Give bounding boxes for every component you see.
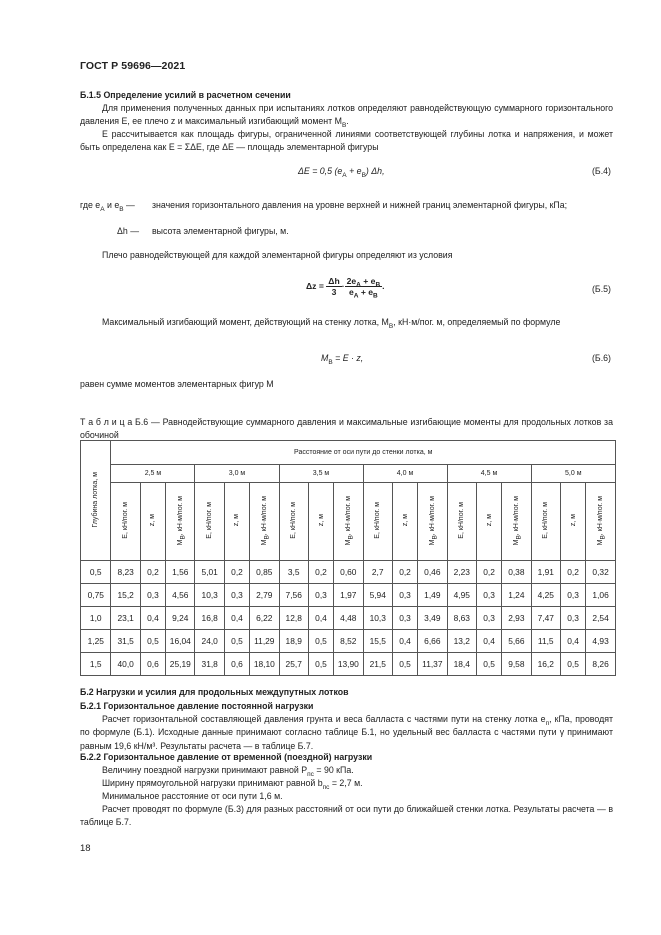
table-row bbox=[81, 561, 616, 584]
where-text: где e bbox=[80, 200, 101, 210]
table-cell: 5,66 bbox=[502, 630, 531, 653]
table-cell: 0,4 bbox=[224, 607, 249, 630]
fraction-numerator: Δh bbox=[328, 276, 340, 286]
column-header-z bbox=[308, 483, 333, 561]
table-cell: 4,25 bbox=[531, 584, 560, 607]
table-cell: 25,7 bbox=[279, 653, 308, 676]
column-header-part: , кН·м/пог. м bbox=[176, 495, 184, 535]
column-header-m bbox=[166, 483, 195, 561]
subscript: B bbox=[373, 292, 378, 300]
table-cell: 1,97 bbox=[334, 584, 363, 607]
table-cell: 31,8 bbox=[195, 653, 224, 676]
table-cell: 0,6 bbox=[140, 653, 165, 676]
table-cell: 0,3 bbox=[308, 584, 333, 607]
table-row bbox=[81, 584, 616, 607]
column-header-part: M bbox=[176, 539, 184, 546]
table-cell: 0,5 bbox=[308, 630, 333, 653]
column-header-text bbox=[512, 495, 523, 546]
subscript: пс bbox=[322, 783, 330, 791]
table-b6 bbox=[80, 440, 616, 676]
table-cell: 18,10 bbox=[250, 653, 279, 676]
fraction-numerator bbox=[345, 276, 383, 287]
table-cell: 0,3 bbox=[560, 607, 585, 630]
table-cell: 4,93 bbox=[586, 630, 616, 653]
formula-part: Δz = bbox=[306, 280, 327, 291]
formula-part: ΔE = 0,5 (e bbox=[298, 166, 343, 176]
paragraph-text: , кН·м/пог. м, определяемый по формуле bbox=[393, 317, 561, 327]
section-b2-title: Б.2 Нагрузки и усилия для продольных междупутных лотков bbox=[80, 687, 349, 697]
table-header-row-2 bbox=[81, 465, 616, 483]
table-cell: 4,56 bbox=[166, 584, 195, 607]
paragraph-text: . bbox=[346, 116, 349, 127]
table-cell: 0,2 bbox=[308, 561, 333, 584]
table-cell: 0,4 bbox=[140, 607, 165, 630]
section-b15-paragraph-2: E рассчитывается как площадь фигуры, ограниченной линиями соответствующей глубины лотка и напряжения, и может быть определена как E = ΣΔE, где ΔE — площадь элементарной фигуры bbox=[80, 129, 613, 153]
depth-header-cell bbox=[81, 441, 111, 561]
distance-group-header: 4,0 м bbox=[363, 465, 447, 483]
table-cell: 5,94 bbox=[363, 584, 392, 607]
table-cell: 2,54 bbox=[586, 607, 616, 630]
section-b15-paragraph-1 bbox=[80, 102, 613, 129]
formula-part: . bbox=[382, 280, 385, 291]
depth-cell: 1,5 bbox=[81, 653, 111, 676]
column-header-m bbox=[586, 483, 616, 561]
distance-header: Расстояние от оси пути до стенки лотка, м bbox=[111, 441, 616, 465]
column-header-text: z, м bbox=[149, 514, 157, 527]
table-cell: 4,48 bbox=[334, 607, 363, 630]
table-cell: 13,2 bbox=[447, 630, 476, 653]
column-header-m bbox=[418, 483, 447, 561]
formula-b4 bbox=[298, 166, 385, 179]
table-cell: 15,2 bbox=[111, 584, 140, 607]
subscript: B bbox=[361, 171, 366, 179]
subscript: B bbox=[347, 535, 355, 540]
depth-cell: 1,25 bbox=[81, 630, 111, 653]
column-header-text: E, кН/пог. м bbox=[374, 502, 382, 539]
column-header-part: M bbox=[260, 539, 268, 546]
column-header-text: E, кН/пог. м bbox=[122, 502, 130, 539]
paragraph-text: Максимальный изгибающий момент, действующий на стенку лотка, M bbox=[102, 317, 389, 327]
column-header-text: z, м bbox=[401, 514, 409, 527]
table-cell: 2,7 bbox=[363, 561, 392, 584]
formula-part: ) Δh, bbox=[365, 166, 385, 176]
table-cell: 25,19 bbox=[166, 653, 195, 676]
column-header-e bbox=[279, 483, 308, 561]
where-definition-2: высота элементарной фигуры, м. bbox=[152, 226, 289, 236]
subscript: B bbox=[119, 205, 124, 213]
depth-cell: 0,75 bbox=[81, 584, 111, 607]
caption-text: Б.6 — Равнодействующие суммарного давления и максимальные изгибающие моменты для продольных лотков за обочиной bbox=[80, 417, 613, 441]
table-cell: 0,5 bbox=[224, 630, 249, 653]
table-cell: 11,37 bbox=[418, 653, 447, 676]
table-cell: 16,04 bbox=[166, 630, 195, 653]
paragraph-text: Для применения полученных данных при испытаниях лотков определяют равнодействующую суммарного горизонтального давления E, ее плечо z и максимальный изгибающий момент M bbox=[80, 103, 613, 127]
column-header-z bbox=[140, 483, 165, 561]
subscript: B bbox=[341, 122, 347, 130]
table-cell: 2,23 bbox=[447, 561, 476, 584]
paragraph-text: = 2,7 м. bbox=[329, 778, 363, 788]
column-header-text bbox=[260, 495, 271, 546]
subscript: B bbox=[431, 535, 439, 540]
fraction-denominator: 3 bbox=[331, 287, 337, 297]
equation-number-b6: (Б.6) bbox=[592, 353, 611, 363]
column-header-text: E, кН/пог. м bbox=[542, 502, 550, 539]
subscript: A bbox=[353, 292, 359, 300]
formula-part: 2e bbox=[346, 276, 357, 286]
depth-cell: 0,5 bbox=[81, 561, 111, 584]
table-cell: 0,46 bbox=[418, 561, 447, 584]
distance-group-header: 3,5 м bbox=[279, 465, 363, 483]
subscript: пс bbox=[307, 770, 314, 778]
subscript: A bbox=[100, 205, 105, 213]
table-cell: 0,3 bbox=[560, 584, 585, 607]
table-cell: 11,5 bbox=[531, 630, 560, 653]
table-cell: 23,1 bbox=[111, 607, 140, 630]
column-header-text bbox=[428, 495, 439, 546]
table-cell: 0,3 bbox=[476, 584, 501, 607]
table-cell: 0,3 bbox=[392, 584, 417, 607]
subscript: п bbox=[545, 719, 550, 727]
column-header-part: M bbox=[344, 539, 352, 546]
where-label-1 bbox=[80, 199, 135, 212]
distance-group-header: 4,5 м bbox=[447, 465, 531, 483]
column-header-m bbox=[334, 483, 363, 561]
subscript: B bbox=[388, 322, 394, 330]
table-cell: 0,4 bbox=[392, 630, 417, 653]
table-cell: 0,2 bbox=[392, 561, 417, 584]
formula-part: M bbox=[321, 353, 329, 363]
section-b15-paragraph-3: Плечо равнодействующей для каждой элементарной фигуры определяют из условия bbox=[102, 250, 453, 260]
table-cell: 1,91 bbox=[531, 561, 560, 584]
table-cell: 15,5 bbox=[363, 630, 392, 653]
subscript: B bbox=[599, 535, 607, 540]
distance-group-header: 2,5 м bbox=[111, 465, 195, 483]
section-b21-paragraph bbox=[80, 713, 613, 753]
table-cell: 0,5 bbox=[308, 653, 333, 676]
table-cell: 8,23 bbox=[111, 561, 140, 584]
table-cell: 0,85 bbox=[250, 561, 279, 584]
table-cell: 4,95 bbox=[447, 584, 476, 607]
table-cell: 0,5 bbox=[560, 653, 585, 676]
table-cell: 13,90 bbox=[334, 653, 363, 676]
table-cell: 1,24 bbox=[502, 584, 531, 607]
column-header-text bbox=[597, 495, 607, 546]
table-cell: 9,58 bbox=[502, 653, 531, 676]
table-cell: 0,4 bbox=[560, 630, 585, 653]
where-text: — bbox=[123, 200, 135, 210]
column-header-text: z, м bbox=[569, 514, 577, 527]
table-row bbox=[81, 607, 616, 630]
table-cell: 40,0 bbox=[111, 653, 140, 676]
column-header-e bbox=[447, 483, 476, 561]
table-cell: 3,5 bbox=[279, 561, 308, 584]
formula-part: + e bbox=[358, 287, 374, 297]
paragraph-text: Величину поездной нагрузки принимают равной P bbox=[102, 765, 308, 775]
formula-part: = E · z, bbox=[332, 353, 364, 363]
paragraph-text: равен сумме моментов элементарных фигур M bbox=[80, 379, 274, 389]
column-header-e bbox=[531, 483, 560, 561]
column-header-e bbox=[195, 483, 224, 561]
column-header-e bbox=[111, 483, 140, 561]
where-text: и e bbox=[104, 200, 120, 210]
table-cell: 0,5 bbox=[392, 653, 417, 676]
column-header-e bbox=[363, 483, 392, 561]
table-cell: 0,32 bbox=[586, 561, 616, 584]
table-row bbox=[81, 630, 616, 653]
table-cell: 7,47 bbox=[531, 607, 560, 630]
where-definition-1: значения горизонтального давления на уровне верхней и нижней границ элементарной фигуры, кПа; bbox=[152, 200, 568, 210]
distance-group-header: 3,0 м bbox=[195, 465, 279, 483]
column-header-text: z, м bbox=[317, 514, 325, 527]
section-b22-paragraph-1 bbox=[80, 764, 613, 777]
paragraph-text: = 90 кПа. bbox=[313, 765, 354, 775]
column-header-text: E, кН/пог. м bbox=[290, 502, 298, 539]
column-header-part: , кН·м/пог. м bbox=[597, 495, 605, 535]
table-cell: 0,3 bbox=[476, 607, 501, 630]
subscript: A bbox=[356, 281, 361, 289]
distance-group-header: 5,0 м bbox=[531, 465, 615, 483]
section-b15-title: Б.1.5 Определение усилий в расчетном сечении bbox=[80, 90, 291, 100]
subscript: B bbox=[515, 535, 523, 540]
column-header-part: , кН·м/пог. м bbox=[512, 495, 520, 535]
fraction-2 bbox=[345, 276, 383, 300]
paragraph-text: Расчет горизонтальной составляющей давления грунта и веса балласта с частями пути на стенку лотка e bbox=[102, 714, 546, 724]
section-b22-paragraph-2 bbox=[80, 777, 613, 790]
paragraph-text: , кПа, проводят по формуле (Б.1). Исходные данные принимают согласно таблице Б.1, но удельный вес балласта с частями пути γ принимают равным 19,6 кН/м³. Результаты расчета — в таблице Б.7. bbox=[80, 714, 613, 751]
column-header-part: , кН·м/пог. м bbox=[344, 495, 352, 535]
column-header-text bbox=[176, 495, 187, 546]
column-header-z bbox=[224, 483, 249, 561]
table-cell: 0,60 bbox=[334, 561, 363, 584]
section-b21-title: Б.2.1 Горизонтальное давление постоянной нагрузки bbox=[80, 701, 314, 711]
table-cell: 21,5 bbox=[363, 653, 392, 676]
depth-cell: 1,0 bbox=[81, 607, 111, 630]
table-cell: 0,2 bbox=[560, 561, 585, 584]
table-cell: 11,29 bbox=[250, 630, 279, 653]
formula-b6 bbox=[321, 353, 364, 366]
formula-b5 bbox=[306, 276, 385, 300]
table-cell: 16,2 bbox=[531, 653, 560, 676]
caption-label: Т а б л и ц а bbox=[80, 417, 133, 427]
subscript: A bbox=[342, 171, 347, 179]
depth-header: Глубина лотка, м bbox=[92, 471, 100, 528]
table-cell: 0,4 bbox=[308, 607, 333, 630]
table-cell: 8,52 bbox=[334, 630, 363, 653]
column-header-text: E, кН/пог. м bbox=[458, 502, 466, 539]
table-cell: 0,2 bbox=[476, 561, 501, 584]
column-header-part: M bbox=[428, 539, 436, 546]
table-cell: 8,63 bbox=[447, 607, 476, 630]
column-header-text: z, м bbox=[485, 514, 493, 527]
column-header-z bbox=[560, 483, 585, 561]
subscript: B bbox=[263, 535, 271, 540]
table-cell: 0,6 bbox=[224, 653, 249, 676]
table-cell: 0,3 bbox=[224, 584, 249, 607]
table-cell: 1,56 bbox=[166, 561, 195, 584]
column-header-text bbox=[344, 495, 355, 546]
table-cell: 31,5 bbox=[111, 630, 140, 653]
table-header-row-3 bbox=[81, 483, 616, 561]
section-b22-title: Б.2.2 Горизонтальное давление от временной (поездной) нагрузки bbox=[80, 752, 373, 762]
table-cell: 18,4 bbox=[447, 653, 476, 676]
column-header-m bbox=[250, 483, 279, 561]
table-cell: 0,3 bbox=[140, 584, 165, 607]
table-cell: 16,8 bbox=[195, 607, 224, 630]
where-label-2: Δh — bbox=[117, 226, 140, 236]
fraction-denominator bbox=[345, 287, 383, 300]
table-cell: 7,56 bbox=[279, 584, 308, 607]
table-cell: 10,3 bbox=[195, 584, 224, 607]
table-cell: 6,66 bbox=[418, 630, 447, 653]
table-header-row-1 bbox=[81, 441, 616, 465]
page-number: 18 bbox=[80, 843, 91, 854]
subscript: B bbox=[328, 358, 333, 366]
section-b22-paragraph-3: Минимальное расстояние от оси пути 1,6 м. bbox=[102, 791, 283, 801]
table-b6-caption bbox=[80, 416, 613, 443]
column-header-part: , кН·м/пог. м bbox=[428, 495, 436, 535]
column-header-part: , кН·м/пог. м bbox=[260, 495, 268, 535]
table-cell: 0,3 bbox=[392, 607, 417, 630]
column-header-text: z, м bbox=[233, 514, 241, 527]
fraction-1 bbox=[326, 276, 341, 297]
table-cell: 0,38 bbox=[502, 561, 531, 584]
table-cell: 12,8 bbox=[279, 607, 308, 630]
formula-part: e bbox=[348, 287, 354, 297]
column-header-z bbox=[476, 483, 501, 561]
table-cell: 3,49 bbox=[418, 607, 447, 630]
section-b15-paragraph-4 bbox=[80, 316, 613, 329]
table-cell: 9,24 bbox=[166, 607, 195, 630]
document-header: ГОСТ Р 59696—2021 bbox=[80, 60, 186, 72]
table-cell: 6,22 bbox=[250, 607, 279, 630]
column-header-part: M bbox=[512, 539, 520, 546]
table-cell: 0,2 bbox=[140, 561, 165, 584]
table-row bbox=[81, 653, 616, 676]
column-header-z bbox=[392, 483, 417, 561]
column-header-m bbox=[502, 483, 531, 561]
table-cell: 8,26 bbox=[586, 653, 616, 676]
table-body bbox=[81, 561, 616, 676]
table-cell: 0,5 bbox=[476, 653, 501, 676]
table-cell: 2,93 bbox=[502, 607, 531, 630]
section-b22-paragraph-4: Расчет проводят по формуле (Б.3) для разных расстояний от оси пути до ближайшей стенки лотка. Результаты расчета — в таблице Б.7. bbox=[80, 804, 613, 828]
table-cell: 0,2 bbox=[224, 561, 249, 584]
paragraph-text: Ширину прямоугольной нагрузки принимают равной b bbox=[102, 778, 323, 788]
table-cell: 24,0 bbox=[195, 630, 224, 653]
formula-part: + e bbox=[346, 166, 362, 176]
formula-part: · bbox=[341, 280, 345, 291]
equation-number-b4: (Б.4) bbox=[592, 166, 611, 176]
table-cell: 18,9 bbox=[279, 630, 308, 653]
equation-number-b5: (Б.5) bbox=[592, 284, 611, 294]
subscript: B bbox=[179, 535, 187, 540]
table-cell: 1,06 bbox=[586, 584, 616, 607]
table-cell: 2,79 bbox=[250, 584, 279, 607]
column-header-text: E, кН/пог. м bbox=[206, 502, 214, 539]
column-header-part: M bbox=[597, 539, 605, 546]
table-cell: 1,49 bbox=[418, 584, 447, 607]
table-cell: 10,3 bbox=[363, 607, 392, 630]
table-cell: 5,01 bbox=[195, 561, 224, 584]
section-b15-paragraph-5 bbox=[80, 378, 613, 391]
table-cell: 0,5 bbox=[140, 630, 165, 653]
subscript: B bbox=[375, 281, 381, 289]
formula-part: + e bbox=[360, 276, 376, 286]
table-cell: 0,4 bbox=[476, 630, 501, 653]
